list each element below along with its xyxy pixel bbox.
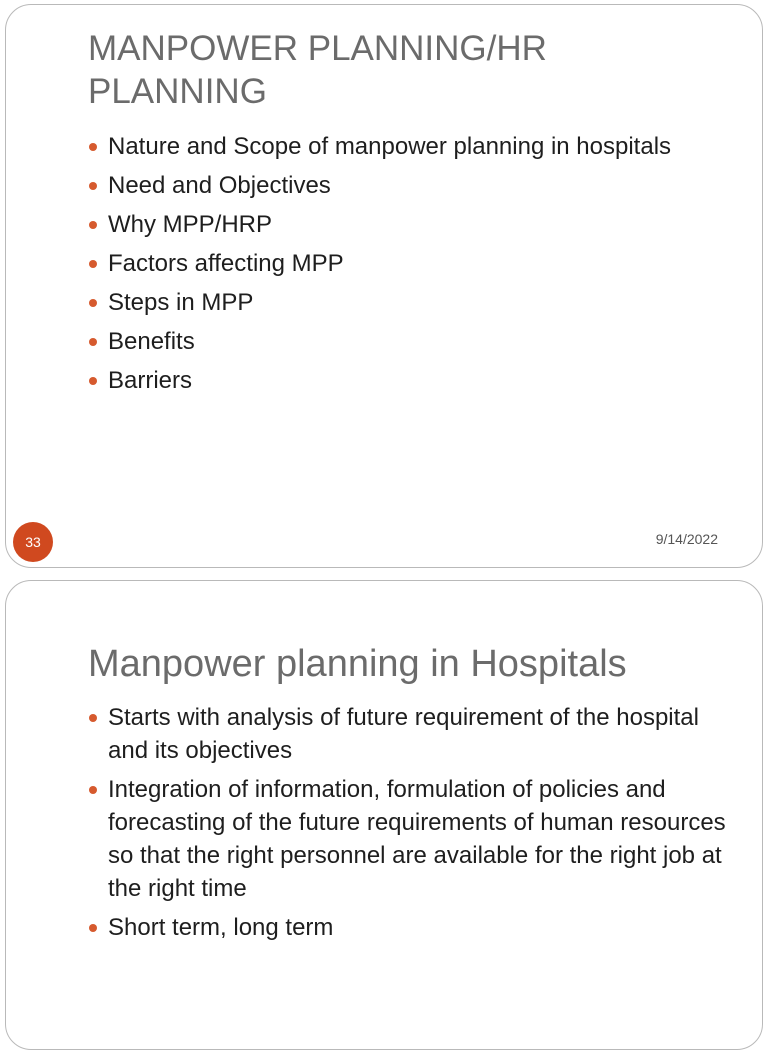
bullet-list: [108, 701, 728, 950]
slide-title: Manpower planning in Hospitals: [88, 643, 627, 685]
bullet-item: Integration of information, formulation of policies and forecasting of the future requirements of human resources so that the right personnel are available for the right job at the right time: [108, 773, 728, 905]
slide-33: [5, 4, 763, 568]
slide-title: MANPOWER PLANNING/HR PLANNING: [88, 29, 547, 111]
bullet-item: Starts with analysis of future requirement of the hospital and its objectives: [108, 701, 728, 767]
slide-date: 9/14/2022: [655, 531, 718, 547]
bullet-item: Barriers: [108, 364, 688, 397]
bullet-item: Why MPP/HRP: [108, 208, 688, 241]
bullet-item: Benefits: [108, 325, 688, 358]
slide-34: [5, 580, 763, 1050]
slide-number-badge: 33: [13, 522, 53, 562]
bullet-item: Nature and Scope of manpower planning in hospitals: [108, 130, 688, 163]
bullet-item: Factors affecting MPP: [108, 247, 688, 280]
bullet-list: [108, 130, 688, 403]
bullet-item: Short term, long term: [108, 911, 728, 944]
bullet-item: Steps in MPP: [108, 286, 688, 319]
bullet-item: Need and Objectives: [108, 169, 688, 202]
